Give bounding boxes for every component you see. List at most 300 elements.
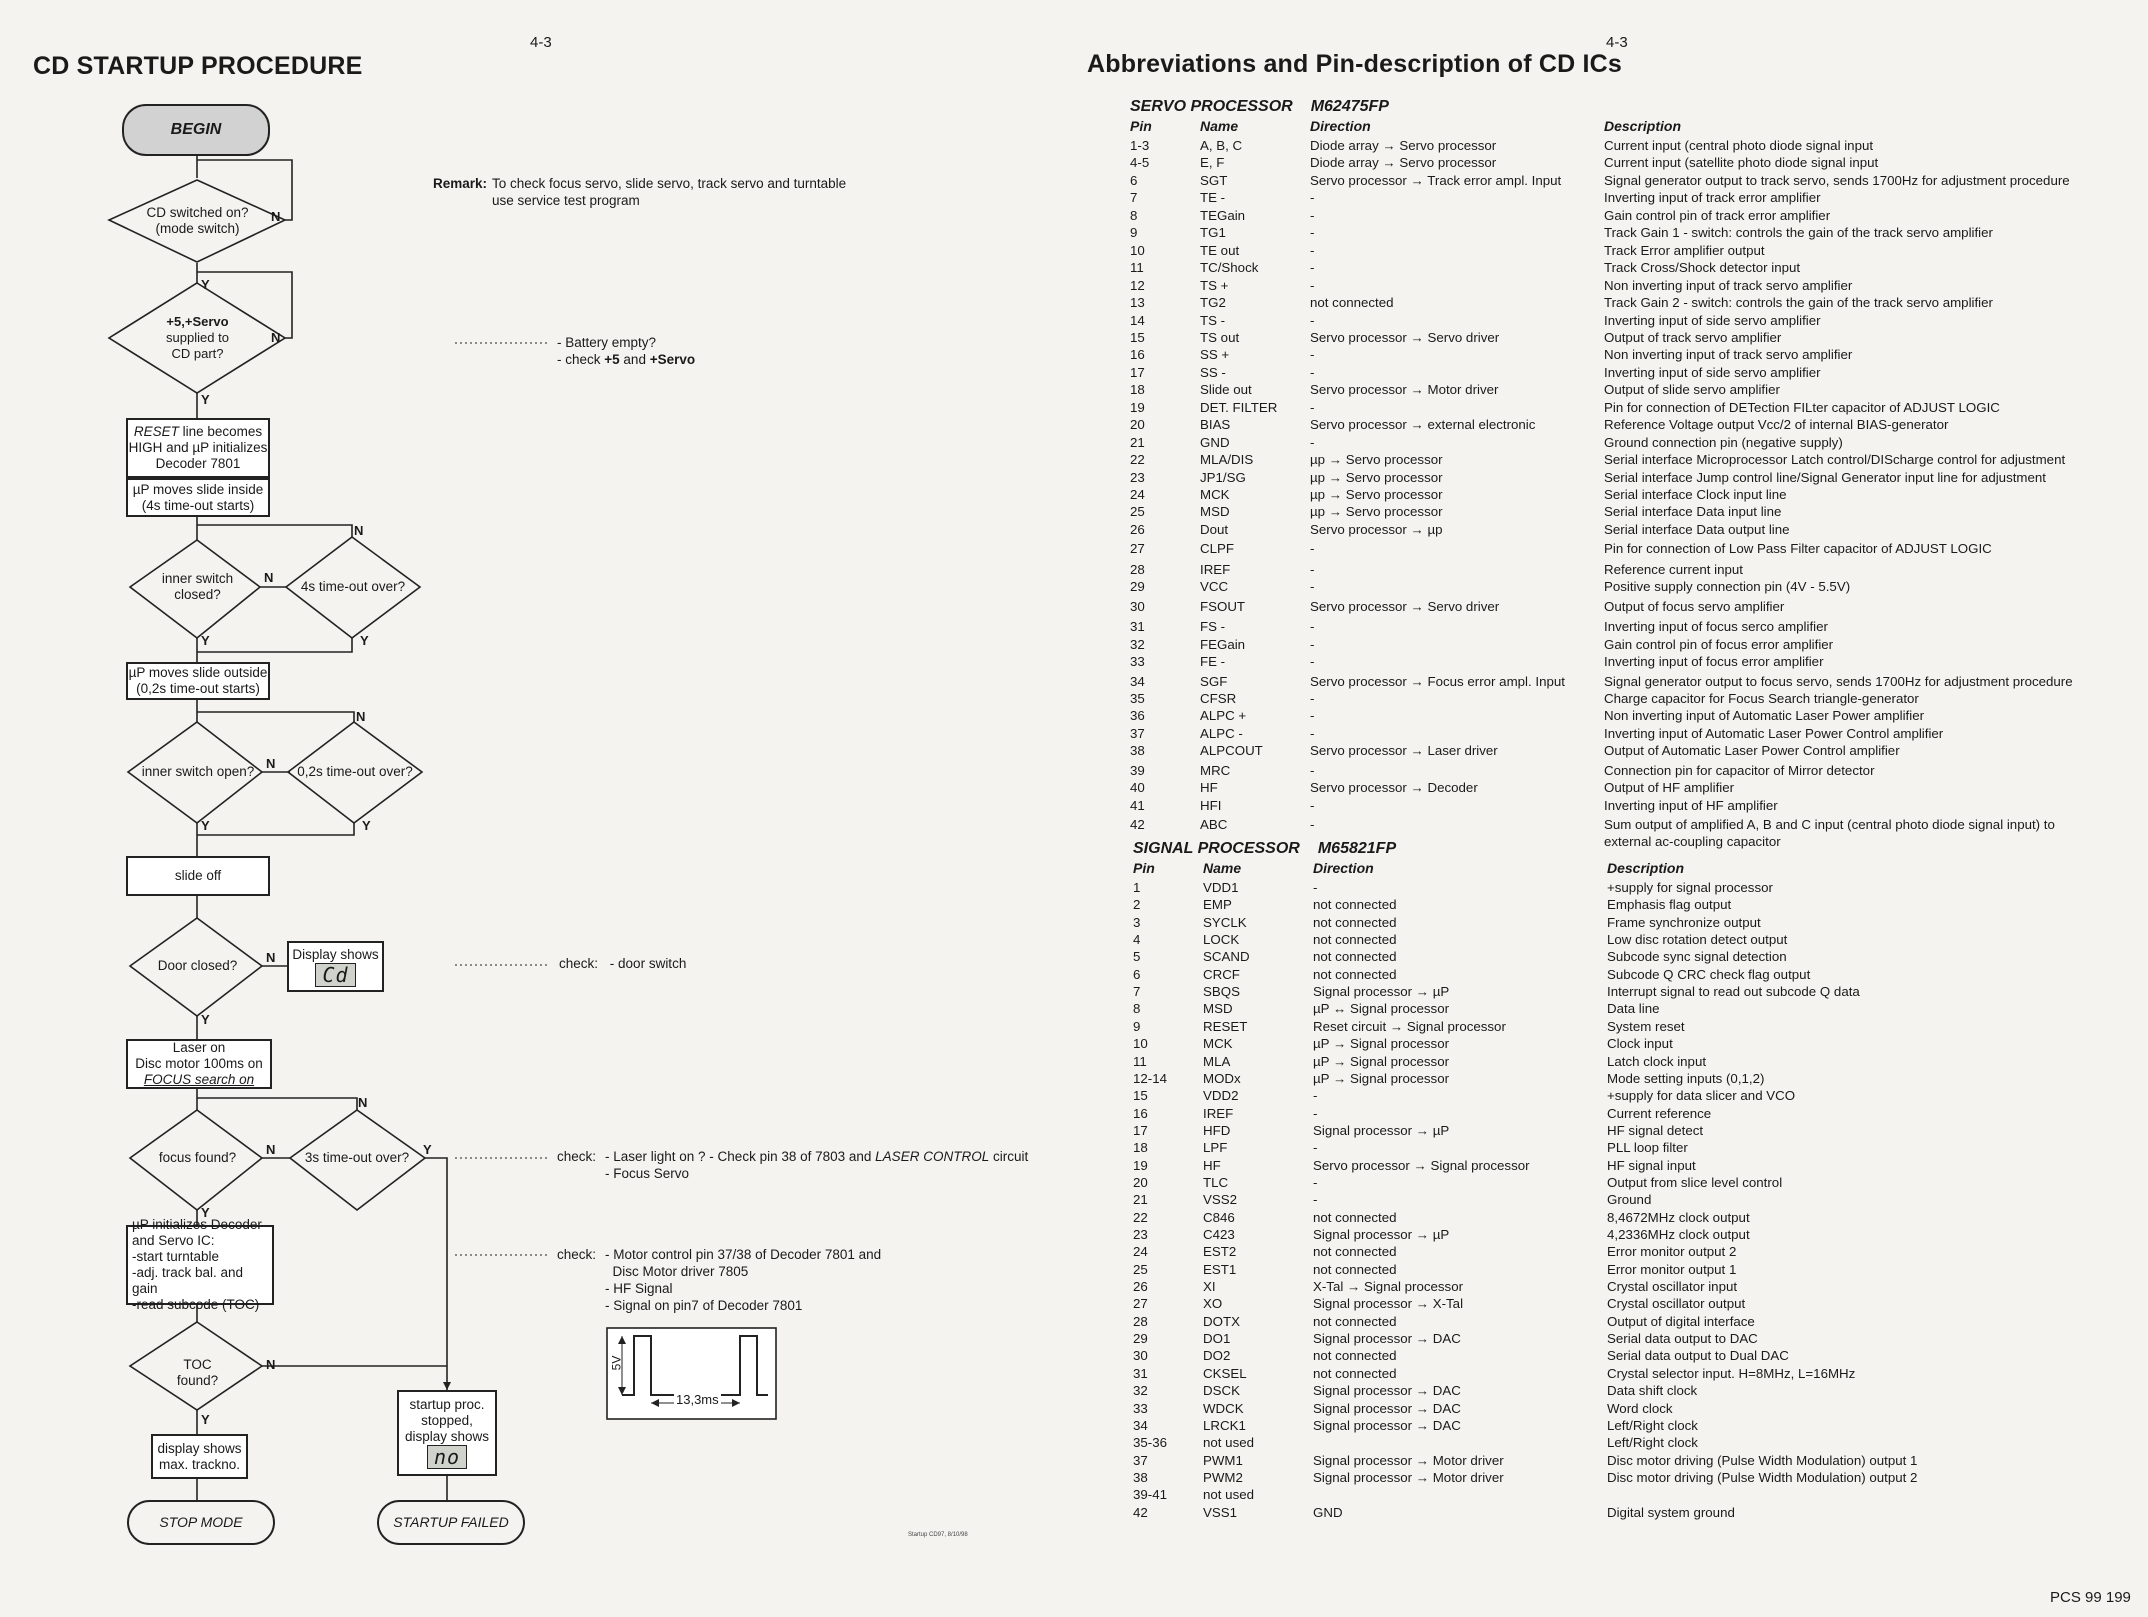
pin-name: LRCK1 [1203,1417,1246,1433]
pin-name: MSD [1203,1001,1233,1017]
pin-name: CKSEL [1203,1365,1247,1381]
pin-direction: - [1310,797,1315,813]
flow-begin: BEGIN [122,104,270,156]
pin-number: 29 [1133,1331,1148,1347]
pin-name: WDCK [1203,1400,1244,1416]
pin-direction: µP ↔ Signal processor [1313,1001,1450,1017]
pin-description: Data shift clock [1607,1383,1698,1399]
signal-title: SIGNAL PROCESSOR M65821FP [1133,840,1397,857]
pin-number: 1-3 [1130,138,1150,153]
pin-direction: Signal processor → DAC [1313,1331,1461,1347]
pin-description: Serial interface Data input line [1604,504,1782,520]
pin-name: Slide out [1200,382,1252,398]
pin-name: SBQS [1203,984,1240,1000]
pin-number: 22 [1133,1209,1148,1225]
pin-number: 35 [1130,690,1145,706]
pin-description: 8,4672MHz clock output [1607,1209,1750,1225]
pin-direction: Signal processor → µP [1313,1122,1450,1138]
pin-direction: Servo processor → Laser driver [1310,743,1498,759]
flow-timeout-4s: 4s time-out over? [300,579,406,594]
pin-description: Track Error amplifier output [1604,242,1765,258]
label-yes: Y [201,277,210,292]
pin-number: 19 [1133,1157,1148,1173]
pin-number: 25 [1130,504,1145,520]
pin-name: XO [1203,1296,1223,1312]
remark: Remark: To check focus servo, slide servo, track servo and turntable use service test program [433,176,847,208]
flow-toc-found: TOC found? [176,1357,219,1388]
label-yes: Y [423,1142,432,1157]
pin-name: C423 [1203,1227,1235,1242]
pin-number: 27 [1133,1296,1148,1312]
flow-init-decoder: µP initializes Decoder and Servo IC: -start turntable -adj. track bal. and gain -read subcode (TOC) [126,1225,274,1305]
pin-name: CFSR [1200,690,1237,706]
pin-direction: - [1310,190,1315,206]
pin-direction: - [1313,1105,1318,1121]
note-motor: check: - Motor control pin 37/38 of Decoder 7801 and Disc Motor driver 7805 - HF Signal - Signal on pin7 of Decoder 7801 [557,1247,882,1313]
label-no: N [266,1357,276,1372]
pin-name: LOCK [1203,932,1240,948]
pin-name: MSD [1200,504,1230,520]
col-description: Description [1607,860,1685,876]
pin-number: 30 [1133,1348,1148,1364]
col-pin: Pin [1133,860,1155,876]
label-no: N [266,950,276,965]
pin-direction: - [1310,541,1315,557]
label-no: N [266,1142,276,1157]
pin-description: Serial interface Data output line [1604,521,1790,537]
pin-description: Pin for connection of Low Pass Filter capacitor of ADJUST LOGIC [1604,541,1992,557]
pin-direction: µp → Servo processor [1310,452,1443,468]
pin-description: Emphasis flag output [1607,897,1732,913]
pin-direction: - [1313,880,1318,895]
pin-direction: - [1310,347,1315,363]
pin-name: FS - [1200,619,1226,635]
pin-description: Output of focus servo amplifier [1604,598,1785,614]
pin-direction: µP → Signal processor [1313,1070,1450,1086]
label-no: N [356,709,366,724]
pin-name: FEGain [1200,636,1246,652]
pin-direction: - [1310,708,1315,724]
pin-description: Data line [1607,1001,1660,1017]
pin-direction: - [1310,207,1315,223]
pin-direction: not connected [1313,1365,1397,1381]
pin-direction: Servo processor → Track error ampl. Input [1310,172,1562,188]
pin-description: Word clock [1607,1400,1673,1416]
pin-description: Left/Right clock [1607,1417,1698,1433]
pin-direction: - [1313,1192,1318,1208]
pin-name: C846 [1203,1209,1235,1225]
pin-description: Inverting input of HF amplifier [1604,797,1778,813]
pin-name: TG1 [1200,225,1226,241]
pin-number: 31 [1133,1365,1148,1381]
pin-description: Charge capacitor for Focus Search triangle-generator [1604,690,1919,706]
pin-name: DO2 [1203,1348,1231,1364]
pin-name: HF [1200,780,1218,796]
label-no: N [264,570,274,585]
pin-description: Current input (central photo diode signal input [1604,138,1874,153]
pin-number: 19 [1130,399,1145,415]
page-number-left: 4-3 [530,34,552,51]
lcd-display-cd: Cd [315,963,355,987]
pin-description: Error monitor output 2 [1607,1244,1737,1260]
pin-number: 6 [1133,966,1141,982]
label-yes: Y [362,818,371,833]
pin-name: XI [1203,1279,1216,1295]
pin-description: Inverting input of side servo amplifier [1604,312,1821,328]
pin-number: 33 [1133,1400,1148,1416]
pin-name: SGF [1200,673,1228,689]
pin-name: SCAND [1203,949,1250,965]
pin-number: 9 [1133,1018,1141,1034]
pin-description: System reset [1607,1018,1685,1034]
pin-name: HFD [1203,1122,1231,1138]
label-yes: Y [201,392,210,407]
pin-number: 21 [1130,434,1145,450]
pin-number: 36 [1130,708,1145,724]
pin-direction: Servo processor → Servo driver [1310,598,1500,614]
pin-description: HF signal detect [1607,1122,1704,1138]
pin-number: 41 [1130,797,1145,813]
pin-number: 24 [1133,1244,1148,1260]
pin-direction: Servo processor → Signal processor [1313,1157,1530,1173]
pin-description: Serial interface Clock input line [1604,487,1787,502]
pin-description: Ground connection pin (negative supply) [1604,434,1843,450]
pin-number: 10 [1130,242,1145,258]
pin-name: HF [1203,1157,1221,1173]
pin-number: 15 [1130,329,1145,345]
pin-name: A, B, C [1200,138,1243,153]
pin-direction: not connected [1313,1313,1397,1329]
col-description: Description [1604,118,1682,134]
pin-name: SS - [1200,364,1226,380]
pin-direction: µp → Servo processor [1310,504,1443,520]
pin-number: 39-41 [1133,1487,1168,1503]
flow-timeout-3s: 3s time-out over? [304,1150,410,1165]
pin-number: 42 [1133,1504,1148,1520]
pin-direction: - [1310,561,1315,577]
note-battery: - Battery empty? - check +5 and +Servo [557,335,696,367]
pin-description: Reference current input [1604,561,1743,577]
pin-direction: Signal processor → µP [1313,984,1450,1000]
pin-name: TE out [1200,242,1240,258]
pin-direction: µp → Servo processor [1310,487,1443,502]
pin-name: SYCLK [1203,914,1247,930]
pin-description: Clock input [1607,1036,1673,1052]
pin-name: E, F [1200,155,1225,171]
pin-number: 28 [1130,561,1145,577]
flow-door-closed: Door closed? [157,958,238,973]
pin-direction: Signal processor → DAC [1313,1400,1461,1416]
pin-description: Output of slide servo amplifier [1604,382,1780,398]
pin-direction: Signal processor → Motor driver [1313,1469,1504,1485]
pin-number: 32 [1130,636,1145,652]
pin-name: TC/Shock [1200,260,1259,276]
pin-description: Connection pin for capacitor of Mirror detector [1604,762,1875,778]
pin-number: 7 [1130,190,1138,206]
flow-slide-inside: µP moves slide inside (4s time-out starts) [126,478,270,517]
pin-direction: not connected [1313,1348,1397,1364]
pin-direction: not connected [1313,966,1397,982]
pin-name: TS - [1200,312,1226,328]
pin-name: ABC [1200,817,1228,833]
pin-number: 7 [1133,984,1141,1000]
pin-description: Gain control pin of focus error amplifier [1604,636,1834,652]
pin-number: 35-36 [1133,1435,1168,1451]
pin-number: 39 [1130,762,1145,778]
label-yes: Y [201,1412,210,1427]
pin-name: EMP [1203,897,1232,913]
pin-description: Track Gain 1 - switch: controls the gain of the track servo amplifier [1604,225,1993,241]
pin-number: 3 [1133,914,1141,930]
pin-direction: Diode array → Servo processor [1310,138,1497,153]
pin-name: MCK [1200,487,1230,502]
pin-description: Signal generator output to track servo, sends 1700Hz for adjustment procedure [1604,172,2070,188]
pin-description: Ground [1607,1192,1652,1208]
pin-number: 5 [1133,949,1141,965]
flow-startup-stopped: startup proc. stopped, display shows no [397,1390,497,1476]
pin-name: VSS1 [1203,1504,1238,1520]
pin-direction: - [1310,242,1315,258]
pin-name: TLC [1203,1174,1229,1190]
pin-direction: not connected [1313,1209,1397,1225]
page-title-right: Abbreviations and Pin-description of CD ICs [1087,50,1623,78]
pin-number: 23 [1133,1227,1148,1242]
pin-name: DOTX [1203,1313,1240,1329]
pin-description: Error monitor output 1 [1607,1261,1737,1277]
pin-description: Reference Voltage output Vcc/2 of internal BIAS-generator [1604,417,1949,433]
pin-description: Serial interface Microprocessor Latch control/DIScharge control for adjustment [1604,452,2066,468]
pin-description: Pin for connection of DETection FILter capacitor of ADJUST LOGIC [1604,399,2000,415]
label-yes: Y [201,1205,210,1220]
pin-direction: - [1313,1140,1318,1156]
pin-name: JP1/SG [1200,469,1246,485]
pin-description: Low disc rotation detect output [1607,932,1788,948]
pin-description: Current input (satellite photo diode signal input [1604,155,1879,171]
pin-name: PWM2 [1203,1469,1243,1485]
pin-direction: Servo processor → Servo driver [1310,329,1500,345]
pin-number: 17 [1130,364,1145,380]
label-yes: Y [201,1012,210,1027]
pin-description: Output of digital interface [1607,1313,1755,1329]
pin-number: 34 [1130,673,1145,689]
pin-direction: not connected [1313,1244,1397,1260]
pin-name: DET. FILTER [1200,399,1278,415]
pin-description: Left/Right clock [1607,1435,1698,1451]
pin-name: CLPF [1200,541,1234,557]
pin-number: 26 [1130,521,1145,537]
pin-direction: µP → Signal processor [1313,1053,1450,1069]
pin-direction: not connected [1313,1261,1397,1277]
pin-name: CRCF [1203,966,1240,982]
pin-description: Inverting input of focus error amplifier [1604,654,1824,670]
pin-description: Serial data output to Dual DAC [1607,1348,1789,1364]
pin-number: 27 [1130,541,1145,557]
pin-direction: Servo processor → µp [1310,521,1443,537]
pin-name: LPF [1203,1140,1228,1156]
pin-number: 25 [1133,1261,1148,1277]
pin-description: HF signal input [1607,1157,1696,1173]
pin-direction: - [1310,225,1315,241]
pin-description: Non inverting input of track servo amplifier [1604,347,1853,363]
servo-title: SERVO PROCESSOR M62475FP [1130,98,1389,115]
pin-number: 20 [1133,1174,1148,1190]
col-name: Name [1200,118,1239,134]
pin-name: not used [1203,1487,1255,1503]
pin-name: ALPC - [1200,725,1243,741]
pin-direction: Servo processor → Motor driver [1310,382,1499,398]
label-no: N [271,209,281,224]
pin-direction: Servo processor → Focus error ampl. Input [1310,673,1565,689]
pin-description: Subcode sync signal detection [1607,949,1787,965]
pin-description: Output of track servo amplifier [1604,329,1782,345]
pin-name: MLA/DIS [1200,452,1254,468]
pin-direction: µP → Signal processor [1313,1036,1450,1052]
pin-name: SGT [1200,172,1228,188]
col-name: Name [1203,860,1242,876]
pin-number: 33 [1130,654,1145,670]
pin-name: IREF [1200,561,1231,577]
pin-direction: not connected [1310,295,1394,311]
pin-number: 34 [1133,1417,1148,1433]
page-title-left: CD STARTUP PROCEDURE [33,52,363,80]
pin-description: Non inverting input of Automatic Laser Power amplifier [1604,708,1925,724]
pin-description: Output of Automatic Laser Power Control amplifier [1604,743,1900,759]
pin-description: PLL loop filter [1607,1140,1688,1156]
pin-name: TS out [1200,329,1240,345]
pin-direction: not connected [1313,949,1397,965]
label-yes: Y [201,633,210,648]
pin-name: MRC [1200,762,1231,778]
pin-direction: µp → Servo processor [1310,469,1443,485]
pin-number: 37 [1130,725,1145,741]
pin-direction: - [1310,762,1315,778]
col-direction: Direction [1313,860,1374,876]
flow-servo-supplied: +5,+Servo supplied to CD part? [166,314,229,361]
pin-number: 18 [1133,1140,1148,1156]
pin-name: not used [1203,1435,1255,1451]
pin-direction: - [1310,654,1315,670]
label-yes: Y [201,818,210,833]
note-laser: check: - Laser light on ? - Check pin 38 of 7803 and LASER CONTROL circuit - Focus Servo [557,1149,1029,1181]
pin-name: ALPCOUT [1200,743,1263,759]
pin-description: Inverting input of Automatic Laser Power Control amplifier [1604,725,1944,741]
pin-number: 37 [1133,1452,1148,1468]
pin-number: 12-14 [1133,1070,1168,1086]
waveform-voltage-label: 5V [609,1355,624,1371]
label-no: N [358,1095,368,1110]
pin-name: PWM1 [1203,1452,1243,1468]
pin-description: Frame synchronize output [1607,914,1761,930]
drawing-ref: Startup CD97, 8/10/98 [908,1532,968,1538]
flow-slide-off: slide off [126,856,270,896]
flow-cd-switched: CD switched on? (mode switch) [146,205,249,236]
pin-description: Crystal oscillator output [1607,1296,1746,1312]
pin-number: 40 [1130,780,1145,796]
pin-name: VDD2 [1203,1088,1239,1104]
pin-number: 13 [1130,295,1145,311]
pin-description: +supply for signal processor [1607,880,1773,895]
pin-description: Inverting input of focus serco amplifier [1604,619,1828,635]
pin-name: FSOUT [1200,598,1246,614]
pin-description: Inverting input of side servo amplifier [1604,364,1821,380]
pin-name: RESET [1203,1018,1248,1034]
pin-direction: - [1310,277,1315,293]
pin-direction: Signal processor → µP [1313,1227,1450,1242]
pin-name: MCK [1203,1036,1233,1052]
signal-processor-table [1133,840,2133,1520]
pin-description: Current reference [1607,1105,1712,1121]
pin-name: MLA [1203,1053,1231,1069]
pin-direction: X-Tal → Signal processor [1313,1279,1464,1295]
pin-name: ALPC + [1200,708,1247,724]
pin-number: 24 [1130,487,1145,502]
pin-description: Serial interface Jump control line/Signal Generator input line for adjustment [1604,469,2046,485]
pin-number: 14 [1130,312,1145,328]
pin-name: GND [1200,434,1230,450]
pin-description: Gain control pin of track error amplifier [1604,207,1831,223]
pin-direction: not connected [1313,932,1397,948]
note-door: check: - door switch [559,956,687,971]
pin-description: Serial data output to DAC [1607,1331,1758,1347]
pin-number: 38 [1133,1469,1148,1485]
pin-number: 4 [1133,932,1141,948]
pin-name: BIAS [1200,417,1231,433]
pin-description: Sum output of amplified A, B and C input (central photo diode signal input) to external ac-coupling capacitor [1604,817,2055,850]
pin-description: Mode setting inputs (0,1,2) [1607,1070,1765,1086]
pin-direction: GND [1313,1504,1343,1520]
pin-description: Track Gain 2 - switch: controls the gain of the track servo amplifier [1604,295,1993,311]
pin-number: 20 [1130,417,1145,433]
pin-number: 2 [1133,897,1141,913]
pin-name: FE - [1200,654,1226,670]
pin-direction: Signal processor → X-Tal [1313,1296,1464,1312]
pin-number: 26 [1133,1279,1148,1295]
pin-direction: - [1310,725,1315,741]
pin-number: 23 [1130,469,1145,485]
pin-number: 8 [1130,207,1138,223]
pin-number: 12 [1130,277,1145,293]
pin-direction: - [1310,260,1315,276]
flow-display-shows-cd: Display shows Cd [287,941,384,992]
pin-name: Dout [1200,521,1229,537]
flow-stop-mode: STOP MODE [127,1500,275,1545]
pin-direction: - [1310,579,1315,595]
pin-number: 38 [1130,743,1145,759]
page-footer-code: PCS 99 199 [2050,1589,2131,1606]
pin-description: Latch clock input [1607,1053,1707,1069]
pin-direction: Reset circuit → Signal processor [1313,1018,1506,1034]
pin-direction: - [1310,364,1315,380]
pin-name: TEGain [1200,207,1246,223]
pin-direction: - [1310,619,1315,635]
pin-description: Crystal selector input. H=8MHz, L=16MHz [1607,1365,1856,1381]
flow-slide-outside: µP moves slide outside (0,2s time-out starts) [126,662,270,700]
flow-focus-found: focus found? [158,1150,237,1165]
pin-number: 8 [1133,1001,1141,1017]
pin-name: TE - [1200,190,1226,206]
label-no: N [354,523,364,538]
pin-name: EST2 [1203,1244,1237,1260]
waveform-time-label: 13,3ms [676,1392,719,1407]
pin-number: 17 [1133,1122,1148,1138]
flow-reset: RESET line becomes HIGH and µP initializes Decoder 7801 [126,418,270,478]
lcd-display-no: no [427,1445,467,1469]
pin-description: Interrupt signal to read out subcode Q data [1607,984,1860,1000]
pin-name: VDD1 [1203,880,1239,895]
pin-description: Digital system ground [1607,1504,1735,1520]
pin-description: Crystal oscillator input [1607,1279,1738,1295]
pin-direction: Servo processor → Decoder [1310,780,1478,796]
